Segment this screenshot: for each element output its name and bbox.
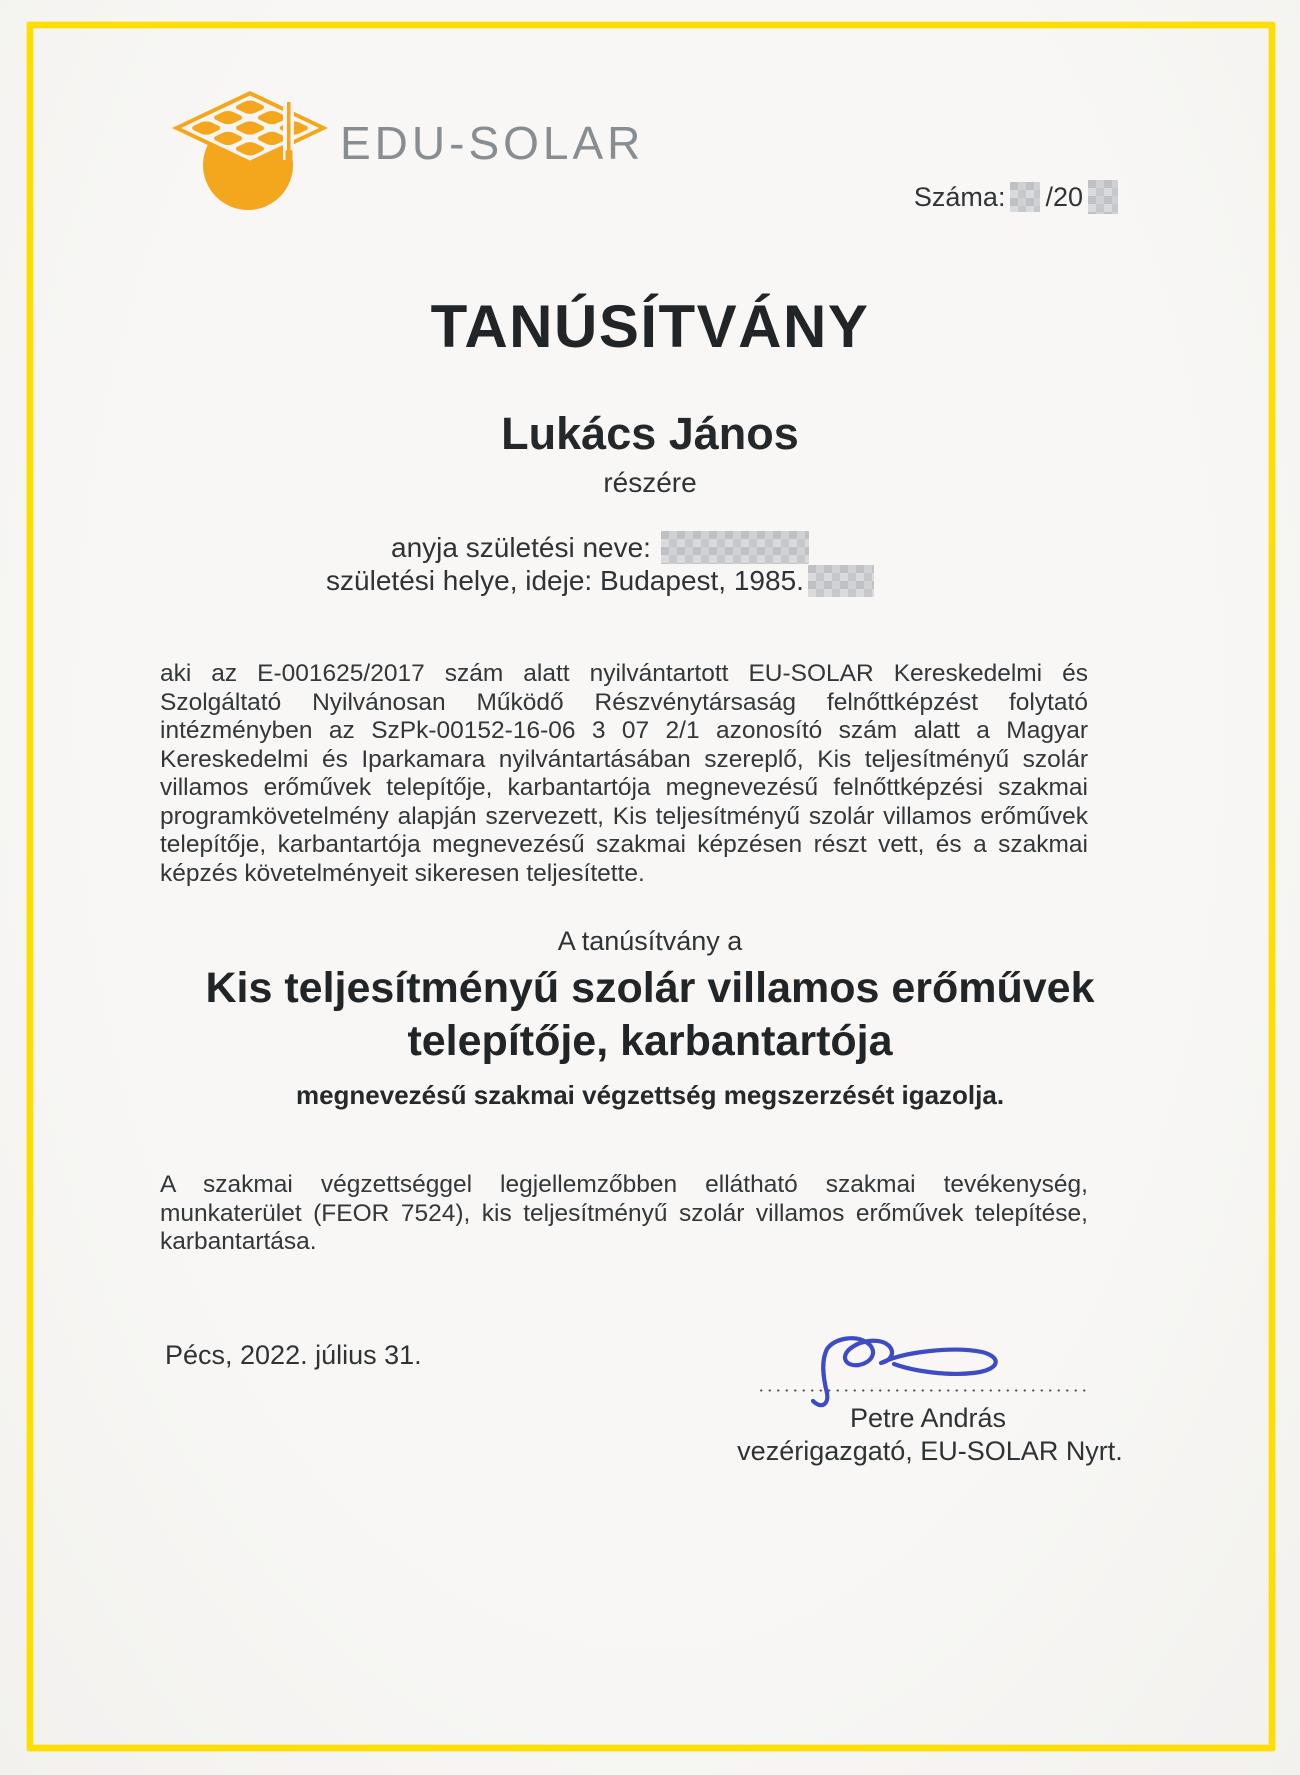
- qualification-name-line-1: Kis teljesítményű szolár villamos erőművek: [205, 964, 1095, 1012]
- birth-place-line: [0, 564, 1200, 597]
- serial-redacted-number: [1010, 182, 1040, 212]
- occupation-paragraph: A szakmai végzettséggel legjellemzőbben ellátható szakmai tevékenység, munkaterület (FEOR 7524), kis teljesítményű szolár villamos erőművek telepítése, karbantartása.: [160, 1171, 1088, 1255]
- birth-date-redacted: [808, 565, 874, 597]
- body-paragraph: aki az E-001625/2017 szám alatt nyilvántartott EU-SOLAR Kereskedelmi és Szolgáltató Nyilvánosan Működő Részvénytársaság felnőttképzést folytató intézményben az SzPk-00152-16-06 3 07 2/1 azonosító szám alatt a Magyar Kereskedelmi és Iparkamara nyilvántartásában szereplő, Kis teljesítményű szolár villamos erőművek telepítője, karbantartója megnevezésű felnőttképzési szakmai programkövetelmény alapján szervezett, Kis teljesítményű szolár villamos erőművek telepítője, karbantartója megnevezésű szakmai képzésen részt vett, és a szakmai képzés követelményeit sikeresen teljesítette.: [160, 660, 1088, 887]
- serial-year-fragment: /20: [1045, 181, 1083, 212]
- recipient-name: Lukács János: [501, 408, 799, 459]
- brand-name: EDU-SOLAR: [340, 117, 645, 169]
- qualification-name-line-2: telepítője, karbantartója: [407, 1017, 893, 1065]
- birth-place-value: Budapest, 1985.: [599, 565, 804, 596]
- signer-title: vezérigazgató, EU-SOLAR Nyrt.: [737, 1436, 1123, 1466]
- issue-place-date: Pécs, 2022. július 31.: [165, 1340, 422, 1370]
- birth-place-label: születési helye, ideje:: [326, 565, 593, 596]
- mother-name-redacted: [661, 531, 809, 564]
- certificate-title: TANÚSÍTVÁNY: [430, 293, 870, 360]
- qualification-outro: megnevezésű szakmai végzettség megszerzését igazolja.: [295, 1080, 1005, 1110]
- certificate-intro: A tanúsítvány a: [557, 926, 743, 956]
- graduation-cap-solar-icon: [170, 88, 330, 213]
- signer-name: Petre András: [849, 1403, 1007, 1433]
- serial-redacted-year: [1088, 180, 1118, 214]
- serial-number-line: [914, 180, 1118, 214]
- mother-name-line: [0, 531, 1200, 564]
- signature-dotted-line: [757, 1388, 1089, 1393]
- qualification-name: [0, 962, 1300, 1068]
- recipient-for-label: részére: [603, 467, 697, 498]
- personal-data-block: [0, 531, 1200, 597]
- mother-name-label: anyja születési neve:: [391, 532, 651, 563]
- serial-label: Száma:: [913, 181, 1006, 212]
